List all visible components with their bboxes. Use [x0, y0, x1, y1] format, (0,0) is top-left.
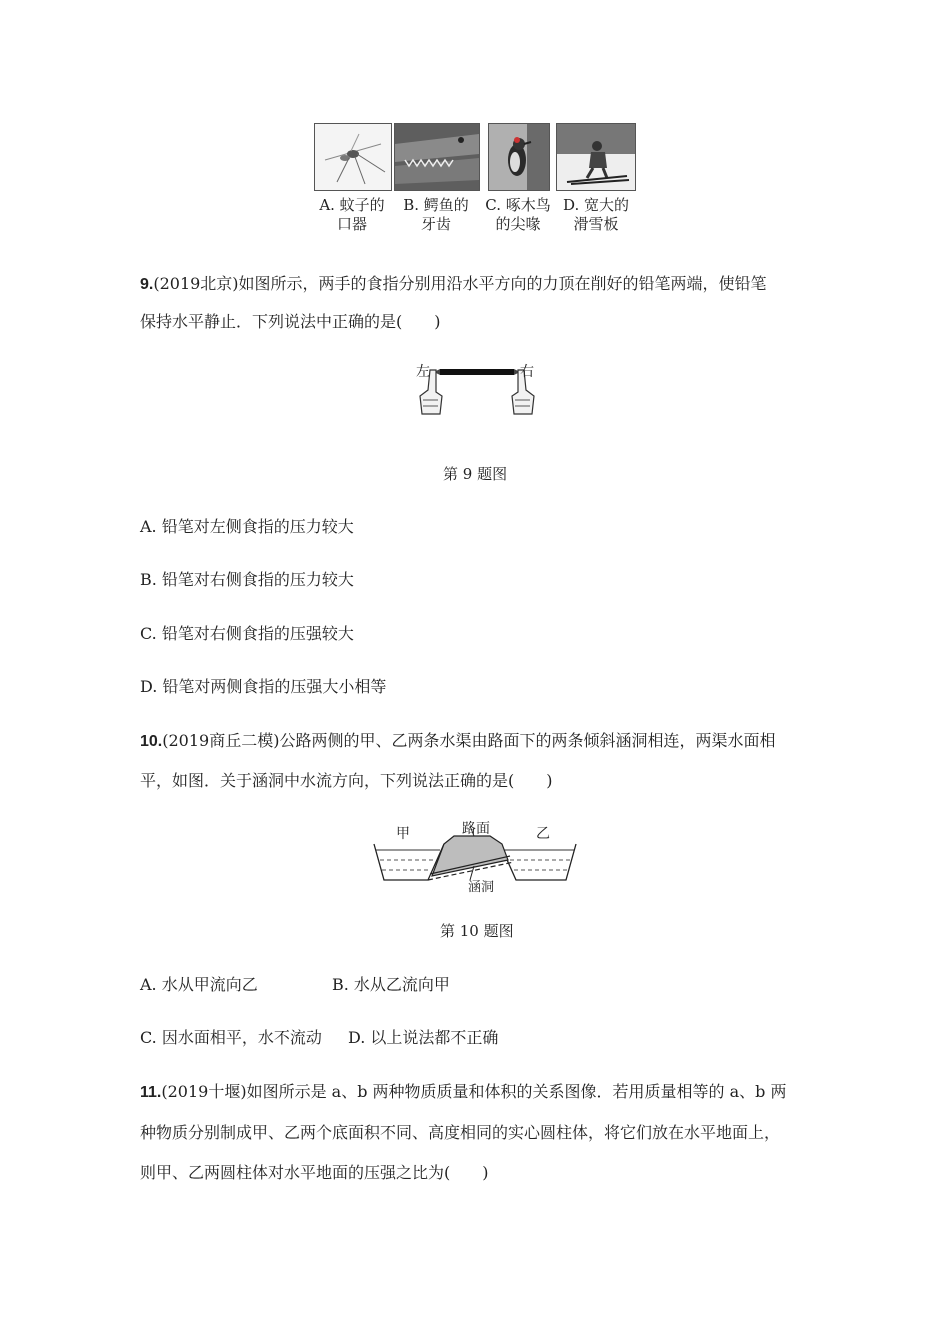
figure-10-label-yi: 乙	[536, 826, 550, 842]
question-11-stem-line3: 则甲、乙两圆柱体对水平地面的压强之比为( )	[140, 1163, 489, 1182]
caption-a: A. 蚊子的 口器	[319, 196, 385, 233]
question-10-stem-line1: 10.(2019商丘二模)公路两侧的甲、乙两条水渠由路面下的两条倾斜涵洞相连，两渠水面相	[140, 731, 776, 750]
caption-b: B. 鳄鱼的 牙齿	[403, 196, 469, 233]
q10-option-b: B. 水从乙流向甲	[332, 975, 450, 994]
figure-10-caption: 第 10 题图	[440, 922, 514, 940]
question-9-stem-line1: 9.(2019北京)如图所示，两手的食指分别用沿水平方向的力顶在削好的铅笔两端，使铅笔	[140, 274, 767, 293]
caption-d: D. 宽大的 滑雪板	[562, 196, 630, 233]
q10-option-d: D. 以上说法都不正确	[348, 1028, 499, 1047]
question-number: 9.	[140, 276, 154, 293]
q9-option-b: B. 铅笔对右侧食指的压力较大	[140, 570, 354, 589]
figure-9	[414, 356, 540, 418]
figure-10-label-road: 路面	[462, 821, 490, 837]
q9-option-a: A. 铅笔对左侧食指的压力较大	[140, 517, 354, 536]
photo-crocodile	[394, 123, 480, 191]
figure-10-label-culvert: 涵洞	[468, 880, 495, 895]
question-11-stem-line2: 种物质分别制成甲、乙两个底面积不同、高度相同的实心圆柱体，将它们放在水平地面上，	[140, 1123, 781, 1142]
figure-9-caption: 第 9 题图	[443, 465, 508, 483]
question-number: 10.	[140, 733, 163, 750]
question-number: 11.	[140, 1084, 162, 1101]
question-11-stem-line1: 11.(2019十堰)如图所示是 a、b 两种物质质量和体积的关系图像．若用质量相等的 a、b 两	[140, 1082, 787, 1101]
caption-c: C. 啄木鸟 的尖喙	[485, 196, 551, 233]
question-9-stem-line2: 保持水平静止．下列说法中正确的是( )	[140, 312, 441, 331]
q10-option-c: C. 因水面相平，水不流动	[140, 1028, 322, 1047]
photo-mosquito	[314, 123, 392, 191]
question-10-stem-line2: 平，如图．关于涵洞中水流方向，下列说法正确的是( )	[140, 771, 553, 790]
q10-option-a: A. 水从甲流向乙	[140, 975, 258, 994]
figure-9-label-left: 左	[416, 364, 430, 380]
q9-option-d: D. 铅笔对两侧食指的压强大小相等	[140, 677, 387, 696]
figure-10-label-jia: 甲	[396, 826, 410, 842]
figure-9-label-right: 右	[520, 364, 534, 380]
figure-10	[370, 818, 580, 896]
photo-woodpecker	[488, 123, 550, 191]
q9-option-c: C. 铅笔对右侧食指的压强较大	[140, 624, 354, 643]
photo-skier	[556, 123, 636, 191]
